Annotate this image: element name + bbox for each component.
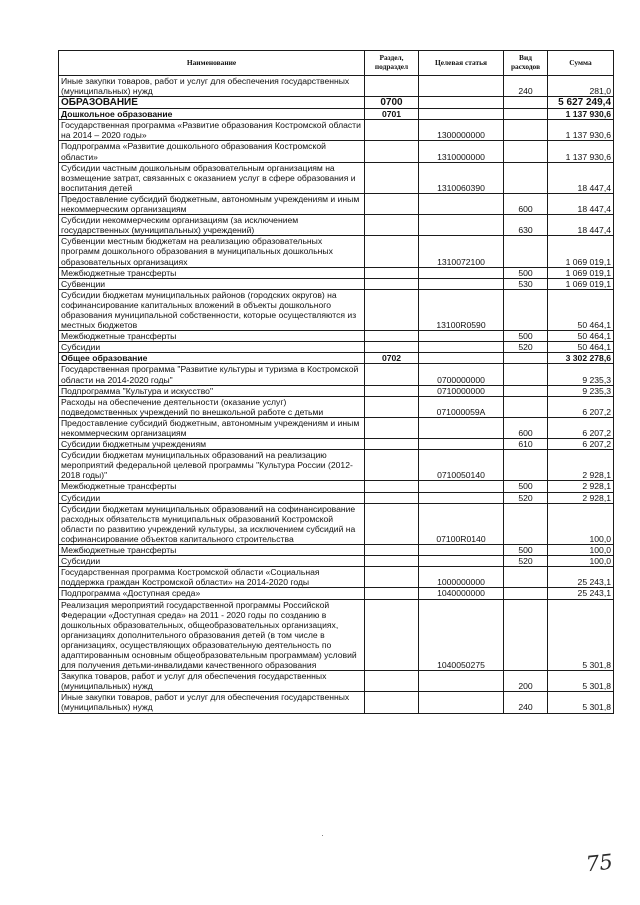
row-name-cell: Подпрограмма «Доступная среда» bbox=[59, 588, 365, 599]
table-row bbox=[59, 567, 614, 588]
row-name-cell: Межбюджетные трансферты bbox=[59, 545, 365, 556]
row-target-cell: 1000000000 bbox=[419, 567, 504, 588]
row-target-cell bbox=[419, 692, 504, 713]
row-sum-cell: 6 207,2 bbox=[548, 417, 614, 438]
row-type-cell bbox=[504, 364, 548, 385]
row-section-cell bbox=[365, 385, 419, 396]
table-row bbox=[59, 556, 614, 567]
row-target-cell: 1310072100 bbox=[419, 236, 504, 267]
row-name-cell: Межбюджетные трансферты bbox=[59, 267, 365, 278]
row-name-cell: Дошкольное образование bbox=[59, 109, 365, 120]
table-row bbox=[59, 385, 614, 396]
row-target-cell: 07100R0140 bbox=[419, 503, 504, 544]
row-section-cell: 0700 bbox=[365, 97, 419, 109]
row-section-cell bbox=[365, 215, 419, 236]
row-section-cell bbox=[365, 141, 419, 162]
row-name-cell: Субсидии бюджетам муниципальных районов (городских округов) на софинансирование капитальных вложений в объекты дошкольного образования муниципальной собственности, которые осуществляются из местных бюджетов bbox=[59, 289, 365, 330]
row-target-cell bbox=[419, 193, 504, 214]
row-sum-cell: 9 235,3 bbox=[548, 364, 614, 385]
row-target-cell bbox=[419, 439, 504, 450]
row-target-cell bbox=[419, 417, 504, 438]
table-row bbox=[59, 481, 614, 492]
row-name-cell: Иные закупки товаров, работ и услуг для обеспечения государственных (муниципальных) нужд bbox=[59, 76, 365, 97]
budget-table bbox=[58, 50, 614, 714]
row-target-cell: 0700000000 bbox=[419, 364, 504, 385]
row-type-cell bbox=[504, 289, 548, 330]
table-row bbox=[59, 353, 614, 364]
row-type-cell: 240 bbox=[504, 76, 548, 97]
row-type-cell bbox=[504, 109, 548, 120]
row-sum-cell: 50 464,1 bbox=[548, 342, 614, 353]
row-sum-cell: 18 447,4 bbox=[548, 215, 614, 236]
row-type-cell: 240 bbox=[504, 692, 548, 713]
row-sum-cell: 5 301,8 bbox=[548, 671, 614, 692]
row-section-cell bbox=[365, 567, 419, 588]
row-sum-cell: 1 069 019,1 bbox=[548, 267, 614, 278]
row-target-cell bbox=[419, 481, 504, 492]
row-type-cell bbox=[504, 236, 548, 267]
row-sum-cell: 1 137 930,6 bbox=[548, 109, 614, 120]
row-type-cell bbox=[504, 450, 548, 481]
row-name-cell: Государственная программа «Развитие образования Костромской области на 2014 – 2020 годы» bbox=[59, 120, 365, 141]
row-sum-cell: 281,0 bbox=[548, 76, 614, 97]
row-target-cell bbox=[419, 671, 504, 692]
row-sum-cell: 2 928,1 bbox=[548, 492, 614, 503]
row-name-cell: Общее образование bbox=[59, 353, 365, 364]
row-target-cell bbox=[419, 342, 504, 353]
table-body bbox=[59, 76, 614, 714]
row-section-cell bbox=[365, 120, 419, 141]
row-section-cell bbox=[365, 289, 419, 330]
table-row bbox=[59, 76, 614, 97]
row-type-cell bbox=[504, 162, 548, 193]
table-row bbox=[59, 492, 614, 503]
row-section-cell bbox=[365, 236, 419, 267]
table-row bbox=[59, 289, 614, 330]
row-target-cell: 1310060390 bbox=[419, 162, 504, 193]
table-row bbox=[59, 162, 614, 193]
row-target-cell bbox=[419, 278, 504, 289]
table-row bbox=[59, 545, 614, 556]
header-target: Целевая статья bbox=[419, 51, 504, 76]
row-section-cell bbox=[365, 162, 419, 193]
row-name-cell: Субсидии bbox=[59, 342, 365, 353]
row-target-cell: 0710050140 bbox=[419, 450, 504, 481]
table-row bbox=[59, 503, 614, 544]
row-sum-cell: 25 243,1 bbox=[548, 588, 614, 599]
row-target-cell: 0710000000 bbox=[419, 385, 504, 396]
row-sum-cell: 3 302 278,6 bbox=[548, 353, 614, 364]
row-name-cell: Государственная программа Костромской области «Социальная поддержка граждан Костромской области» на 2014-2020 годы bbox=[59, 567, 365, 588]
row-sum-cell: 5 301,8 bbox=[548, 599, 614, 671]
table-row bbox=[59, 396, 614, 417]
row-name-cell: Межбюджетные трансферты bbox=[59, 481, 365, 492]
header-type: Вид расходов bbox=[504, 51, 548, 76]
row-type-cell: 500 bbox=[504, 481, 548, 492]
row-name-cell: Субсидии bbox=[59, 556, 365, 567]
row-target-cell bbox=[419, 331, 504, 342]
row-sum-cell: 1 137 930,6 bbox=[548, 120, 614, 141]
row-name-cell: Закупка товаров, работ и услуг для обеспечения государственных (муниципальных) нужд bbox=[59, 671, 365, 692]
table-row bbox=[59, 331, 614, 342]
row-section-cell bbox=[365, 331, 419, 342]
table-row bbox=[59, 364, 614, 385]
table-row bbox=[59, 342, 614, 353]
table-row bbox=[59, 236, 614, 267]
row-name-cell: Субсидии bbox=[59, 492, 365, 503]
row-type-cell: 500 bbox=[504, 545, 548, 556]
table-row bbox=[59, 141, 614, 162]
table-row bbox=[59, 450, 614, 481]
row-type-cell: 610 bbox=[504, 439, 548, 450]
row-sum-cell: 2 928,1 bbox=[548, 481, 614, 492]
row-section-cell: 0701 bbox=[365, 109, 419, 120]
row-section-cell bbox=[365, 76, 419, 97]
table-row bbox=[59, 267, 614, 278]
table-row bbox=[59, 692, 614, 713]
row-section-cell bbox=[365, 267, 419, 278]
row-target-cell bbox=[419, 215, 504, 236]
row-name-cell: Субсидии частным дошкольным образовательным организациям на возмещение затрат, связанных с оказанием услуг в сфере образования и воспитания детей bbox=[59, 162, 365, 193]
row-sum-cell: 5 627 249,4 bbox=[548, 97, 614, 109]
row-sum-cell: 1 069 019,1 bbox=[548, 236, 614, 267]
table-row bbox=[59, 417, 614, 438]
row-section-cell bbox=[365, 364, 419, 385]
row-name-cell: Субсидии некоммерческим организациям (за исключением государственных (муниципальных) учреждений) bbox=[59, 215, 365, 236]
row-type-cell: 500 bbox=[504, 267, 548, 278]
row-sum-cell: 18 447,4 bbox=[548, 193, 614, 214]
row-name-cell: Иные закупки товаров, работ и услуг для обеспечения государственных (муниципальных) нужд bbox=[59, 692, 365, 713]
table-row bbox=[59, 120, 614, 141]
table-row bbox=[59, 109, 614, 120]
row-sum-cell: 2 928,1 bbox=[548, 450, 614, 481]
row-target-cell bbox=[419, 109, 504, 120]
header-name: Наименование bbox=[59, 51, 365, 76]
row-name-cell: Предоставление субсидий бюджетным, автономным учреждениям и иным некоммерческим организациям bbox=[59, 193, 365, 214]
row-sum-cell: 6 207,2 bbox=[548, 439, 614, 450]
row-name-cell: Подпрограмма «Развитие дошкольного образования Костромской области» bbox=[59, 141, 365, 162]
row-type-cell: 630 bbox=[504, 215, 548, 236]
row-name-cell: Реализация мероприятий государственной программы Российской Федерации «Доступная среда» на 2011 - 2020 годы по созданию в дошкольных образовательных, общеобразовательных организациях, организациях дополнительного образования детей (в том числе в организациях, осуществляющих образовательную деятельность по адаптированным основным общеобразовательным программам) условий для получения детьми-инвалидами качественного образования bbox=[59, 599, 365, 671]
table-row bbox=[59, 278, 614, 289]
row-target-cell: 1310000000 bbox=[419, 141, 504, 162]
row-type-cell bbox=[504, 385, 548, 396]
row-sum-cell: 5 301,8 bbox=[548, 692, 614, 713]
scan-speck bbox=[322, 835, 323, 836]
row-type-cell: 500 bbox=[504, 331, 548, 342]
row-name-cell: Межбюджетные трансферты bbox=[59, 331, 365, 342]
row-target-cell: 1040000000 bbox=[419, 588, 504, 599]
row-type-cell bbox=[504, 396, 548, 417]
row-type-cell: 520 bbox=[504, 492, 548, 503]
row-type-cell: 530 bbox=[504, 278, 548, 289]
row-type-cell bbox=[504, 588, 548, 599]
row-sum-cell: 100,0 bbox=[548, 545, 614, 556]
row-sum-cell: 25 243,1 bbox=[548, 567, 614, 588]
row-section-cell bbox=[365, 692, 419, 713]
row-section-cell bbox=[365, 545, 419, 556]
table-row bbox=[59, 588, 614, 599]
row-sum-cell: 100,0 bbox=[548, 556, 614, 567]
row-section-cell bbox=[365, 439, 419, 450]
row-type-cell: 600 bbox=[504, 193, 548, 214]
row-name-cell: Субвенции bbox=[59, 278, 365, 289]
row-type-cell bbox=[504, 120, 548, 141]
row-type-cell bbox=[504, 503, 548, 544]
row-target-cell bbox=[419, 556, 504, 567]
row-target-cell: 1040050275 bbox=[419, 599, 504, 671]
row-name-cell: Подпрограмма "Культура и искусство" bbox=[59, 385, 365, 396]
page-number: 75 bbox=[584, 849, 614, 877]
row-name-cell: ОБРАЗОВАНИЕ bbox=[59, 97, 365, 109]
row-type-cell bbox=[504, 353, 548, 364]
table-header bbox=[59, 51, 614, 76]
row-section-cell bbox=[365, 278, 419, 289]
row-sum-cell: 6 207,2 bbox=[548, 396, 614, 417]
row-section-cell bbox=[365, 417, 419, 438]
row-type-cell: 200 bbox=[504, 671, 548, 692]
row-sum-cell: 18 447,4 bbox=[548, 162, 614, 193]
row-type-cell: 600 bbox=[504, 417, 548, 438]
row-type-cell bbox=[504, 567, 548, 588]
row-name-cell: Субвенции местным бюджетам на реализацию образовательных программ дошкольного образования в муниципальных дошкольных образовательных организациях bbox=[59, 236, 365, 267]
row-section-cell bbox=[365, 503, 419, 544]
row-sum-cell: 100,0 bbox=[548, 503, 614, 544]
row-section-cell bbox=[365, 588, 419, 599]
header-sum: Сумма bbox=[548, 51, 614, 76]
row-name-cell: Расходы на обеспечение деятельности (оказание услуг) подведомственных учреждений по внешкольной работе с детьми bbox=[59, 396, 365, 417]
row-target-cell bbox=[419, 353, 504, 364]
row-section-cell bbox=[365, 599, 419, 671]
table-row bbox=[59, 193, 614, 214]
row-type-cell bbox=[504, 599, 548, 671]
row-sum-cell: 50 464,1 bbox=[548, 331, 614, 342]
table-row bbox=[59, 215, 614, 236]
row-sum-cell: 1 137 930,6 bbox=[548, 141, 614, 162]
table-row bbox=[59, 97, 614, 109]
table-row bbox=[59, 439, 614, 450]
row-sum-cell: 9 235,3 bbox=[548, 385, 614, 396]
header-section: Раздел, подраздел bbox=[365, 51, 419, 76]
table-row bbox=[59, 599, 614, 671]
table-row bbox=[59, 671, 614, 692]
row-target-cell bbox=[419, 267, 504, 278]
row-sum-cell: 1 069 019,1 bbox=[548, 278, 614, 289]
row-target-cell: 13100R0590 bbox=[419, 289, 504, 330]
row-type-cell: 520 bbox=[504, 556, 548, 567]
row-name-cell: Субсидии бюджетным учреждениям bbox=[59, 439, 365, 450]
row-type-cell bbox=[504, 97, 548, 109]
row-target-cell bbox=[419, 97, 504, 109]
row-section-cell bbox=[365, 671, 419, 692]
row-target-cell bbox=[419, 492, 504, 503]
row-name-cell: Государственная программа "Развитие культуры и туризма в Костромской области на 2014-2020 годы" bbox=[59, 364, 365, 385]
row-section-cell bbox=[365, 193, 419, 214]
row-type-cell bbox=[504, 141, 548, 162]
row-section-cell bbox=[365, 396, 419, 417]
row-target-cell: 1300000000 bbox=[419, 120, 504, 141]
row-target-cell bbox=[419, 76, 504, 97]
row-name-cell: Субсидии бюджетам муниципальных образований на реализацию мероприятий федеральной целевой программы "Культура России (2012-2018 годы)" bbox=[59, 450, 365, 481]
row-section-cell bbox=[365, 342, 419, 353]
row-sum-cell: 50 464,1 bbox=[548, 289, 614, 330]
row-section-cell bbox=[365, 556, 419, 567]
row-section-cell bbox=[365, 492, 419, 503]
row-section-cell bbox=[365, 450, 419, 481]
header-row bbox=[59, 51, 614, 76]
row-section-cell bbox=[365, 481, 419, 492]
row-section-cell: 0702 bbox=[365, 353, 419, 364]
row-type-cell: 520 bbox=[504, 342, 548, 353]
row-name-cell: Субсидии бюджетам муниципальных образований на софинансирование расходных обязательств муниципальных образований Костромской области по развитию учреждений культуры, за исключением субсидий на софинансирование объектов капитального строительства bbox=[59, 503, 365, 544]
row-name-cell: Предоставление субсидий бюджетным, автономным учреждениям и иным некоммерческим организациям bbox=[59, 417, 365, 438]
row-target-cell: 071000059А bbox=[419, 396, 504, 417]
row-target-cell bbox=[419, 545, 504, 556]
